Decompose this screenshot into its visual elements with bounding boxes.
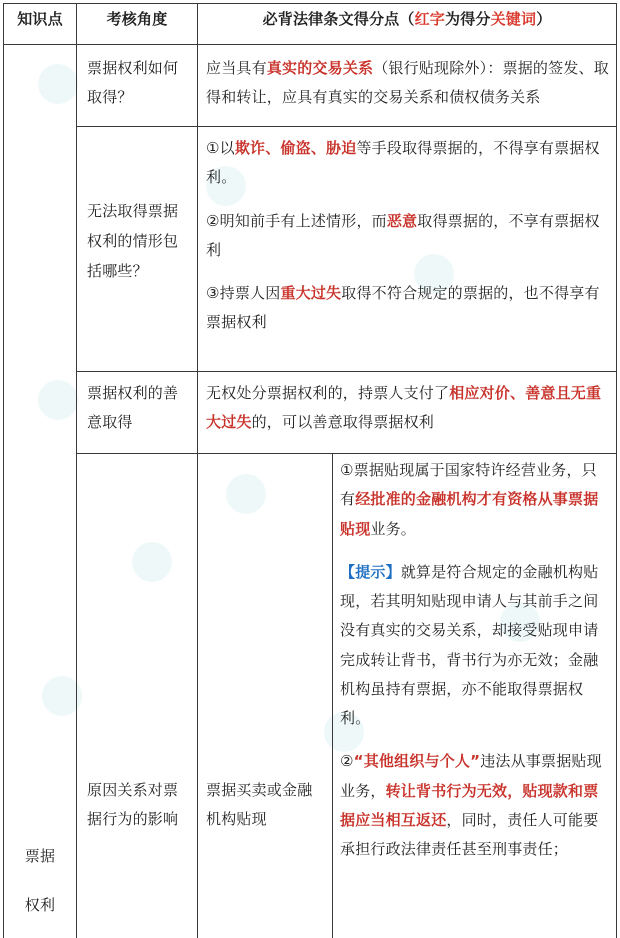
- row-line-2: [76, 371, 617, 372]
- content-discount: [340, 456, 610, 864]
- row-line-1: [76, 126, 617, 127]
- discount-point-1: ①票据贴现属于国家特许经营业务，只有经批准的金融机构才有资格从事票据贴现业务。: [340, 461, 599, 538]
- watermark-logo-icon: [132, 542, 172, 582]
- header-bottom-line: [3, 44, 617, 45]
- item-malice: ②明知前手有上述情形，而恶意取得票据的，不享有票据权利: [206, 211, 600, 259]
- tip-label: 【提示】: [340, 562, 401, 581]
- col-divider-3: [332, 453, 333, 938]
- col-divider-1: [76, 3, 77, 938]
- discount-tip: 【提示】就算是符合规定的金融机构贴现，若其明知贴现申请人与其前手之间没有真实的交易关系，却接受贴现申请完成转让背书，背书行为亦无效；金融机构虽持有票据，亦不能取得票据权利。: [340, 562, 599, 727]
- discount-point-2: ②“其他组织与个人”违法从事票据贴现业务，转让背书行为无效，贴现款和票据应当相互返还，同时，责任人可能要承担行政法律责任甚至刑事责任；: [340, 752, 602, 858]
- angle-cannot-acquire: 无法取得票据权利的情形包括哪些？: [87, 202, 179, 280]
- item-gross-negligence: ③持票人因重大过失取得不符合规定的票据的，也不得享有票据权利: [206, 284, 600, 332]
- angle-underlying-relation: 原因关系对票据行为的影响: [87, 781, 179, 829]
- border-top: [3, 3, 617, 4]
- watermark-logo-icon: [38, 64, 78, 104]
- border-left: [3, 3, 4, 938]
- watermark-logo-icon: [226, 474, 266, 514]
- border-right: [616, 3, 617, 938]
- angle-good-faith: 票据权利的善意取得: [87, 384, 179, 432]
- header-law-points: 必背法律条文得分点（红字为得分关键词）: [262, 10, 552, 28]
- knowledge-point: 票据 权利: [24, 847, 56, 915]
- content-good-faith: 无权处分票据权利的，持票人支付了相应对价、善意且无重大过失的，可以善意取得票据权利: [206, 384, 602, 432]
- content-cannot-acquire: [206, 134, 610, 338]
- item-fraud: ①以欺诈、偷盗、胁迫等手段取得票据的，不得享有票据权利。: [206, 139, 600, 187]
- sub-angle-discount: 票据买卖或金融机构贴现: [206, 781, 313, 829]
- angle-acquisition: 票据权利如何取得？: [87, 59, 179, 107]
- content-acquisition: 应当具有真实的交易关系（银行贴现除外）：票据的签发、取得和转让，应具有真实的交易关系和债权债务关系: [206, 59, 609, 107]
- header-knowledge-point: 知识点: [17, 10, 63, 28]
- row-line-3: [76, 453, 617, 454]
- watermark-logo-icon: [38, 380, 78, 420]
- col-divider-2: [197, 3, 198, 938]
- header-exam-angle: 考核角度: [106, 10, 168, 28]
